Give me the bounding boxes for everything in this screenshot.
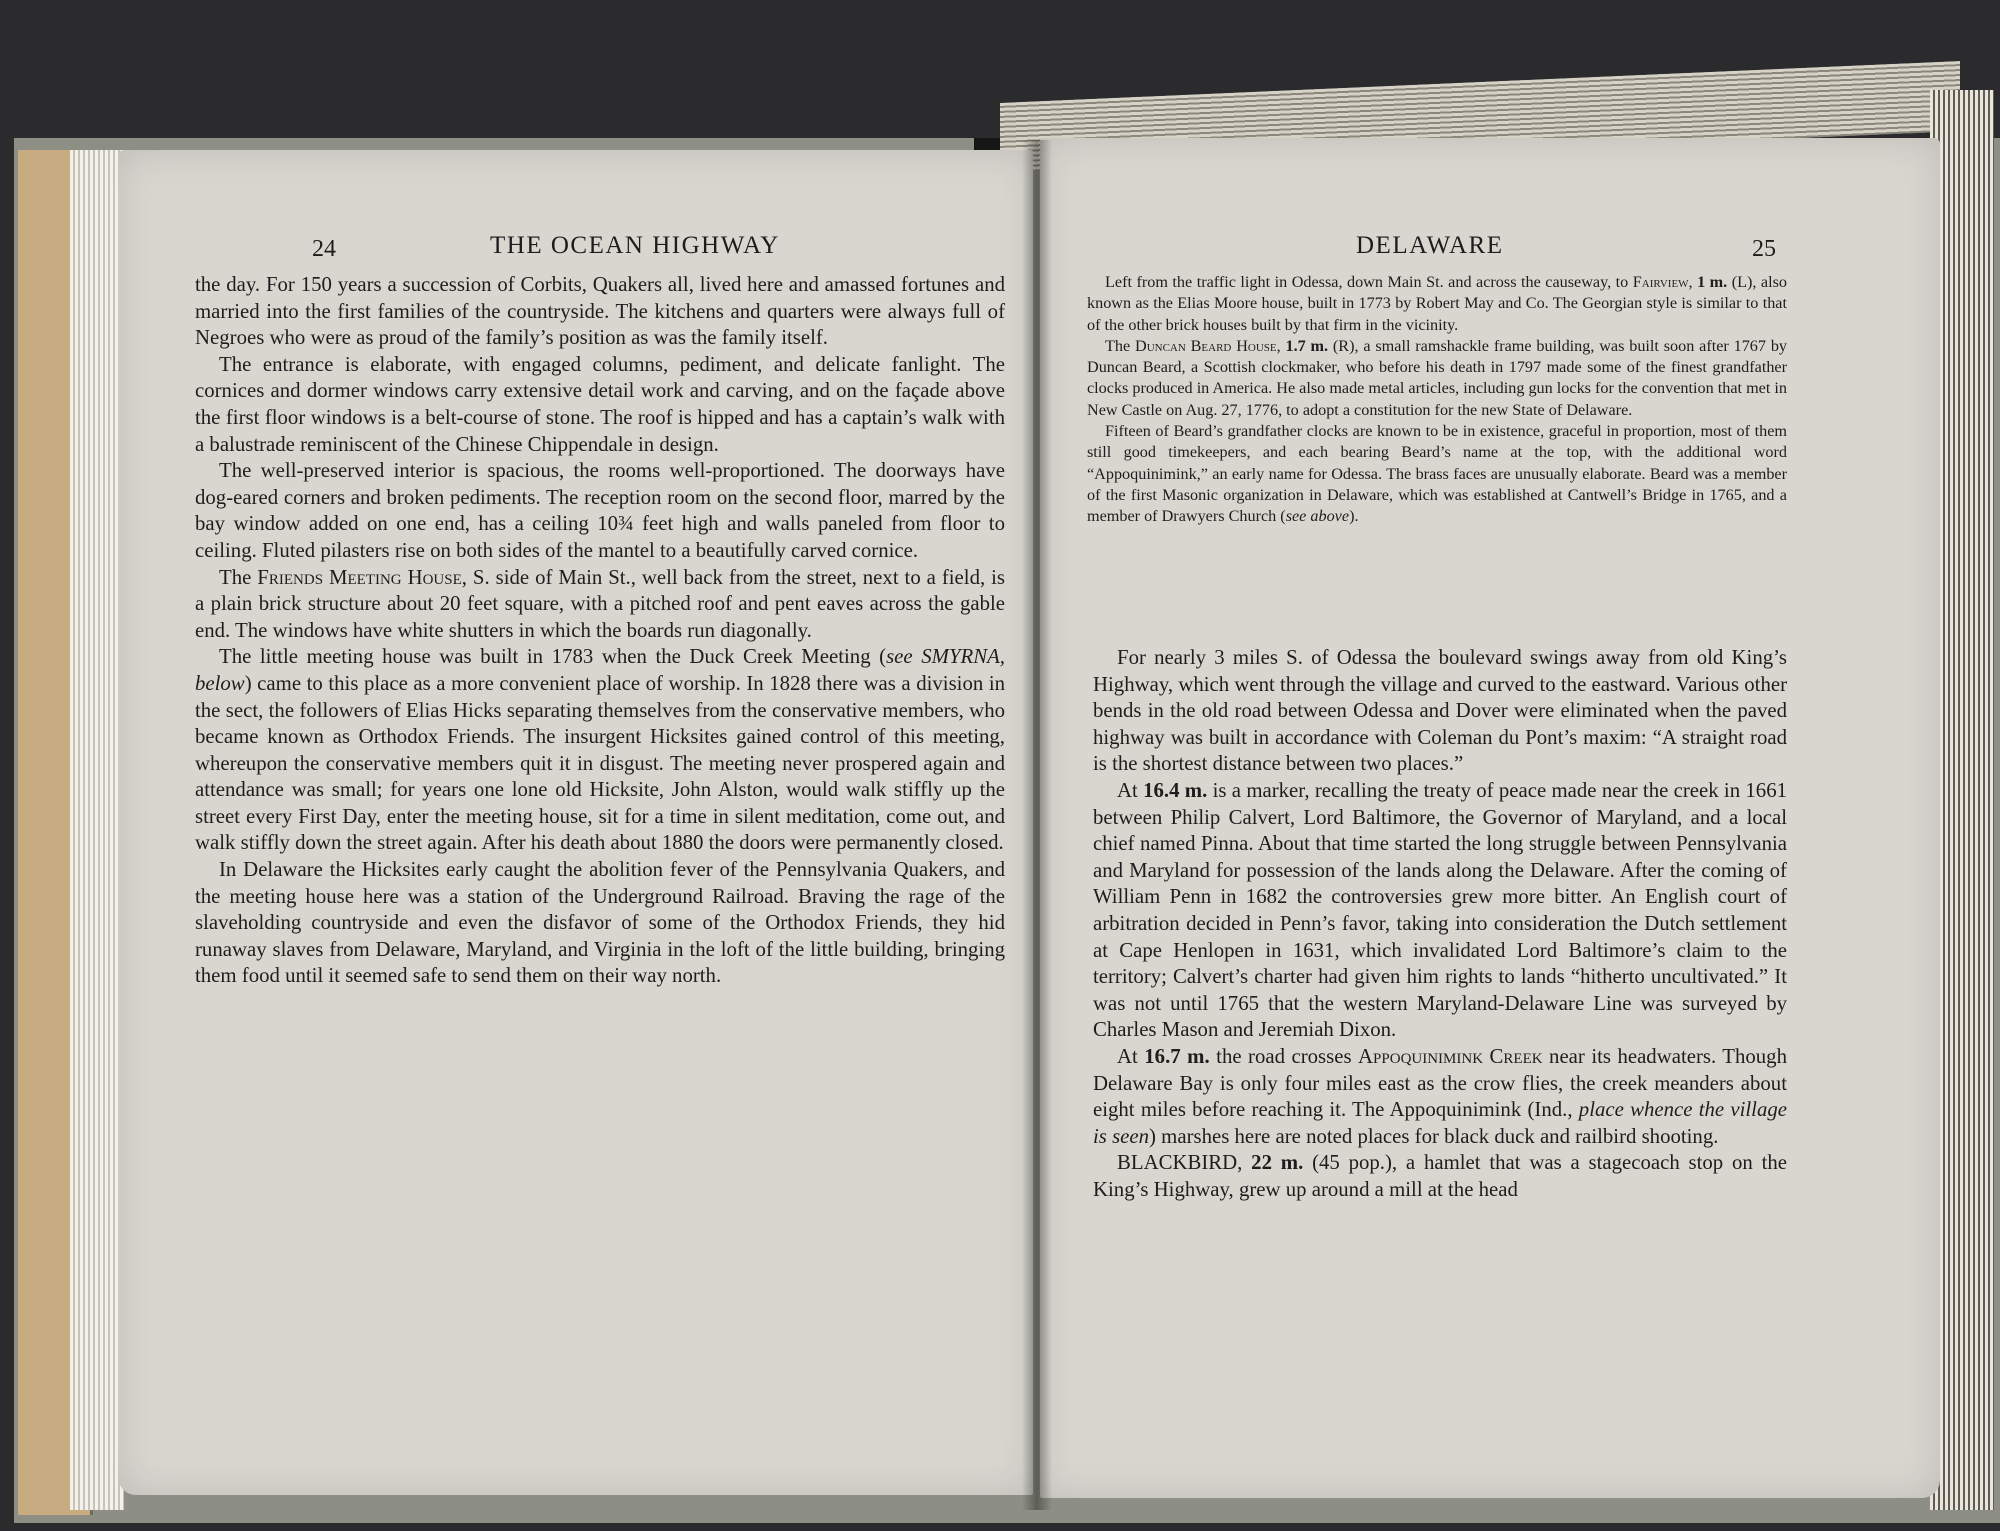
mileage: 1.7 m. — [1285, 336, 1329, 355]
text-run: ). — [1349, 507, 1359, 526]
text-run: the road crosses — [1209, 1044, 1359, 1068]
left-page-stack — [70, 150, 124, 1510]
text-run: The little meeting house was built in 1783 when the Duck Creek Meeting ( — [219, 645, 887, 669]
translation: place whence the village is seen — [1093, 1098, 1787, 1148]
text-run: (45 pop.), a hamlet that was a stagecoach stop on the King’s Highway, grew up around a mill at the head — [1093, 1151, 1787, 1201]
left-page-body — [195, 272, 1005, 990]
place-name: Friends Meeting House — [257, 565, 462, 589]
left-paragraph — [195, 644, 1005, 857]
left-paragraph: The well-preserved interior is spacious, the rooms well-proportioned. The doorways have dog-eared corners and broken pediments. The reception room on the second floor, marred by the bay window added on one end, has a ceiling 10¾ feet high and walls paneled from floor to ceiling. Fluted pilasters rise on both sides of the mantel to a beautifully carved cornice. — [195, 459, 1005, 562]
left-running-head: THE OCEAN HIGHWAY — [490, 232, 780, 259]
text-run: The — [1105, 336, 1135, 355]
right-paragraph: For nearly 3 miles S. of Odessa the boulevard swings away from old King’s Highway, which went through the village and curved to the eastward. Various other bends in the old road between Odessa and Dover were eliminated when the paved highway was built in accordance with Coleman du Pont’s maxim: “A straight road is the shortest distance between two places.” — [1093, 646, 1787, 776]
place-name: Appoquinimink Creek — [1358, 1044, 1543, 1068]
left-paragraph: The entrance is elaborate, with engaged columns, pediment, and delicate fanlight. The cornices and dormer windows carry extensive detail work and carving, and on the façade above the first floor windows is a belt-course of stone. The roof is hipped and has a captain’s walk with a balustrade reminiscent of the Chinese Chippendale in design. — [195, 352, 1005, 456]
cross-reference: see above — [1285, 507, 1350, 526]
right-page-number: 25 — [1752, 236, 1776, 262]
right-page-body — [1093, 645, 1787, 1203]
side-trip-paragraph — [1087, 272, 1787, 336]
text-run: (R), a small ramshackle frame building, was built soon after 1767 by Duncan Beard, a Scottish clockmaker, who before his death in 1797 made some of the finest grandfather clocks produced in America. He also made metal articles, including gun locks for the convention that met in New Castle on Aug. 27, 1776, to adopt a constitution for the new State of Delaware. — [1087, 336, 1788, 419]
left-paragraph — [195, 565, 1005, 645]
text-run: BLACKBIRD, — [1117, 1151, 1252, 1175]
mileage: 16.7 m. — [1144, 1044, 1210, 1068]
cross-reference: see SMYRNA, below — [195, 645, 1005, 695]
left-paragraph: In Delaware the Hicksites early caught the abolition fever of the Pennsylvania Quakers, and the meeting house here was a station of the Underground Railroad. Braving the rage of the slaveholding countryside and even the disfavor of some of the Orthodox Friends, they hid runaway slaves from Delaware, Maryland, and Virginia in the loft of the little building, bringing them food until it seemed safe to send them on their way north. — [195, 858, 1005, 988]
mileage: 1 m. — [1697, 273, 1728, 291]
text-run: The — [219, 565, 258, 589]
left-page-number: 24 — [312, 236, 336, 262]
text-run: Left from the traffic light in Odessa, down Main St. and across the causeway, to — [1105, 273, 1633, 291]
text-run: ) came to this place as a more convenient place of worship. In 1828 there was a division in the sect, the followers of Elias Hicks separating themselves from the conservative members, who became known as Orthodox Friends. The insurgent Hicksites gained control of this meeting, whereupon the conservative members quit it in disgust. The meeting never prospered again and attendance was small; for years one lone old Hicksite, John Alston, would walk stiffly up the street every First Day, enter the meeting house, sit for a time in silent meditation, come out, and walk stiffly down the street again. After his death about 1880 the doors were permanently closed. — [195, 671, 1005, 855]
text-run: near its headwaters. Though Delaware Bay is only four miles east as the crow flies, the creek meanders about eight miles before reaching it. The Appoquinimink (Ind., — [1093, 1044, 1787, 1122]
text-run: At — [1117, 1044, 1145, 1068]
text-run: , — [1688, 273, 1698, 291]
left-paragraph: the day. For 150 years a succession of Corbits, Quakers all, lived here and amassed fortunes and married into the first families of the countryside. The kitchens and quarters were always full of Negroes who were as proud of the family’s position as was the family itself. — [195, 273, 1005, 350]
mileage: 16.4 m. — [1143, 778, 1208, 802]
place-name: Duncan Beard House — [1135, 336, 1277, 355]
mileage: 22 m. — [1251, 1151, 1304, 1175]
place-name: Fairview — [1632, 273, 1689, 291]
right-paragraph — [1093, 778, 1787, 1044]
text-run: , — [1276, 336, 1286, 355]
text-run: At — [1117, 778, 1144, 802]
text-run: is a marker, recalling the treaty of peace made near the creek in 1661 between Philip Calvert, Lord Baltimore, the Governor of Maryland, and a local chief named Pinna. About that time started the long struggle between Pennsylvania and Maryland for possession of the lands along the Delaware. After the coming of William Penn in 1682 the controversies grew more bitter. An English court of arbitration decided in Penn’s favor, taking into consideration the Dutch settlement at Cape Henlopen in 1631, which invalidated Lord Baltimore’s claim to the territory; Calvert’s charter had given him rights to lands “hitherto uncultivated.” It was not until 1765 that the western Maryland-Delaware Line was surveyed by Charles Mason and Jeremiah Dixon. — [1093, 778, 1787, 1042]
right-paragraph — [1093, 1044, 1787, 1150]
side-trip-paragraph — [1087, 336, 1787, 421]
right-paragraph — [1093, 1150, 1787, 1203]
side-trip-paragraph — [1087, 421, 1787, 527]
text-run: Fifteen of Beard’s grandfather clocks are known to be in existence, graceful in proportion, most of them still good timekeepers, and each bearing Beard’s name at the top, with the additional word “Appoquinimink,” an early name for Odessa. The brass faces are unusually elaborate. Beard was a member of the first Masonic organization in Delaware, which was established at Cantwell’s Bridge in 1765, and a member of Drawyers Church ( — [1087, 422, 1787, 526]
right-page-side-trip — [1087, 272, 1787, 528]
right-running-head: DELAWARE — [1356, 232, 1504, 259]
text-run: ) marshes here are noted places for black duck and railbird shooting. — [1149, 1124, 1719, 1148]
text-run: , S. side of Main St., well back from the street, next to a field, is a plain brick structure about 20 feet square, with a pitched roof and pent eaves across the gable end. The windows have white shutters in which the boards run diagonally. — [195, 565, 1005, 642]
text-run: (L), also known as the Elias Moore house, built in 1773 by Robert May and Co. The Georgian style is similar to that of the other brick houses built by that firm in the vicinity. — [1087, 273, 1788, 334]
book-gutter — [1022, 140, 1052, 1510]
